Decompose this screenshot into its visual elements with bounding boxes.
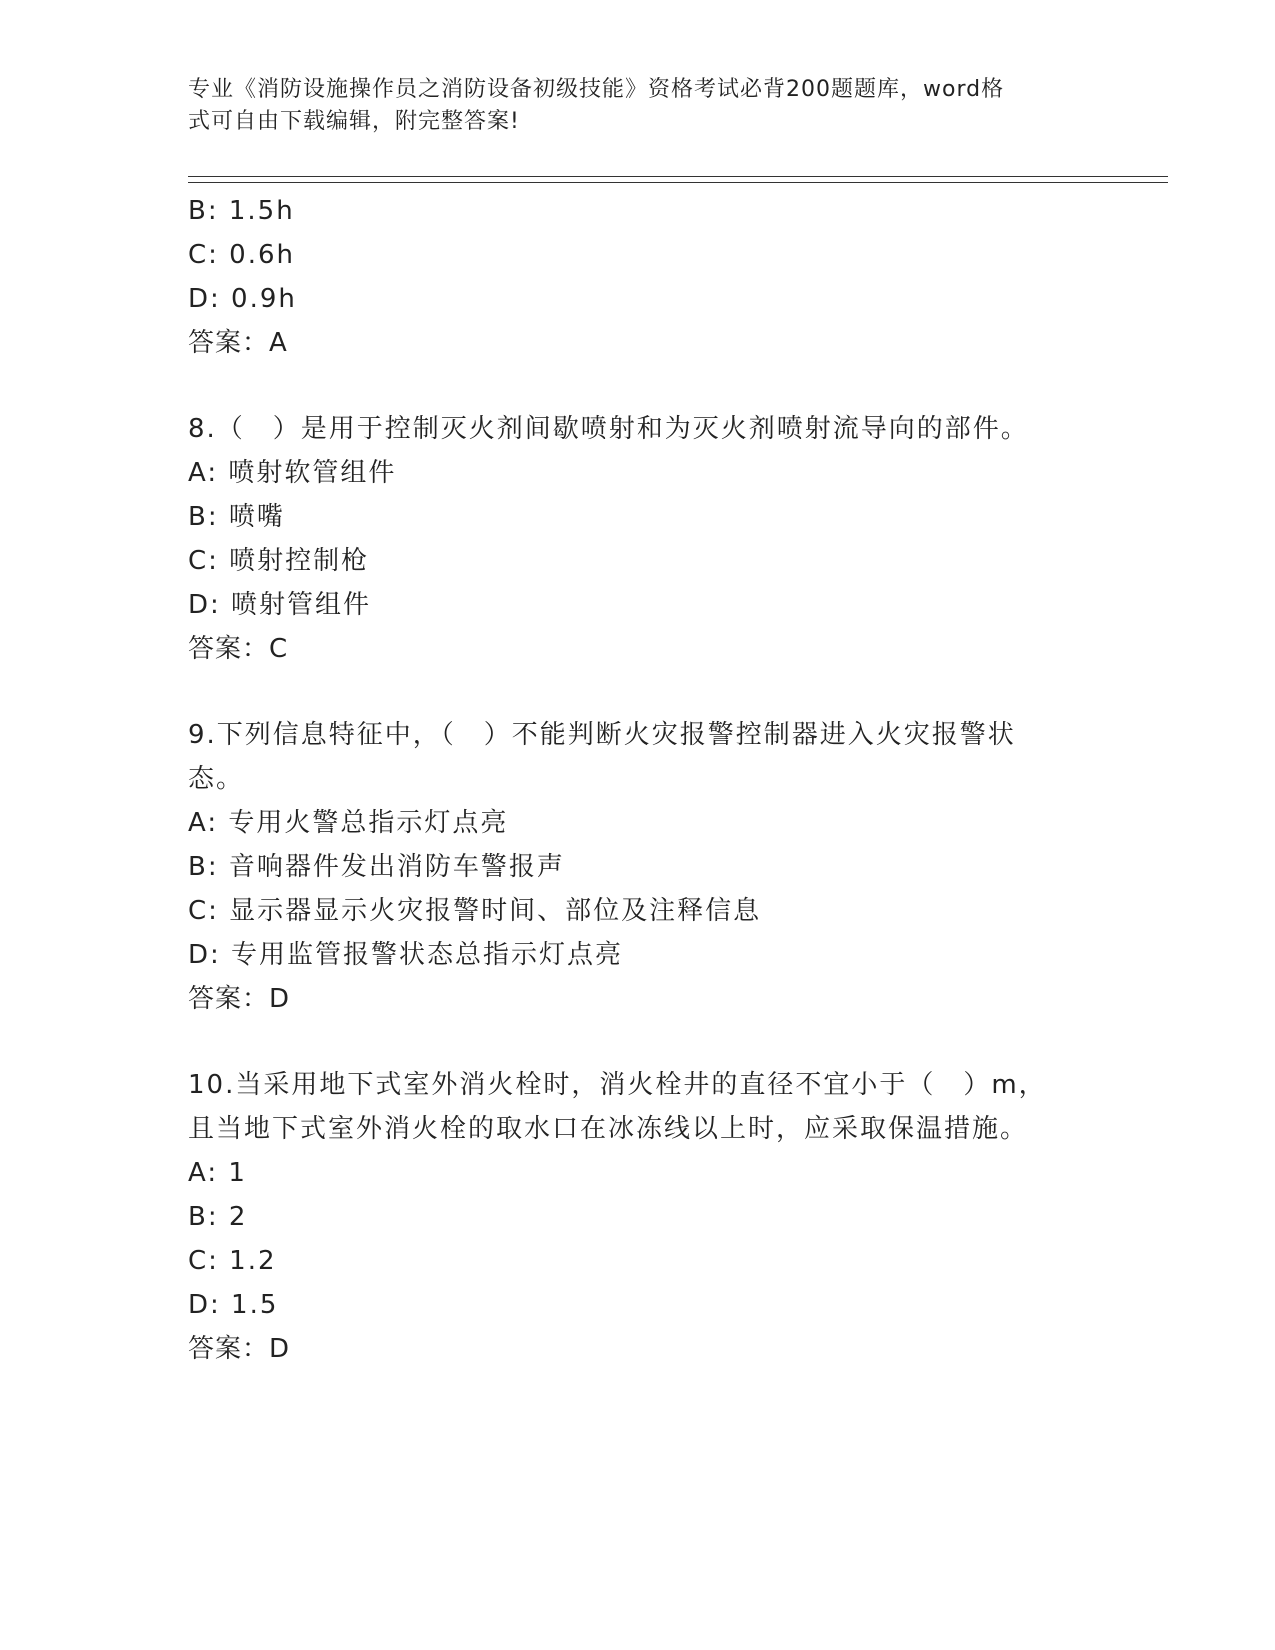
option-b: B: 喷嘴 <box>188 502 285 532</box>
answer-line: 答案：D <box>188 984 291 1014</box>
answer-line: 答案：D <box>188 1334 291 1364</box>
option-c: C: 1.2 <box>188 1246 277 1276</box>
option-d: D: 1.5 <box>188 1290 279 1320</box>
header-line-1: 专业《消防设施操作员之消防设备初级技能》资格考试必背200题题库，word格 <box>188 77 1005 102</box>
answer-line: 答案：C <box>188 634 289 664</box>
option-a: A: 1 <box>188 1158 247 1188</box>
option-d: D: 0.9h <box>188 284 297 314</box>
option-c: C: 喷射控制枪 <box>188 546 370 576</box>
option-b: B: 1.5h <box>188 196 295 226</box>
header-divider-bottom <box>188 182 1168 183</box>
option-d: D: 喷射管组件 <box>188 590 372 620</box>
option-c: C: 显示器显示火灾报警时间、部位及注释信息 <box>188 896 762 926</box>
option-b: B: 音响器件发出消防车警报声 <box>188 852 565 882</box>
option-a: A: 喷射软管组件 <box>188 458 397 488</box>
option-b: B: 2 <box>188 1202 248 1232</box>
question-stem-continued: 且当地下式室外消火栓的取水口在冰冻线以上时，应采取保温措施。 <box>188 1114 1029 1144</box>
question-stem: 9.下列信息特征中，（ ）不能判断火灾报警控制器进入火灾报警状 <box>188 720 1016 750</box>
answer-line: 答案：A <box>188 328 288 358</box>
question-stem-continued: 态。 <box>188 764 245 794</box>
option-a: A: 专用火警总指示灯点亮 <box>188 808 509 838</box>
option-c: C: 0.6h <box>188 240 296 270</box>
document-header <box>188 74 1068 138</box>
question-stem: 8.（ ）是用于控制灭火剂间歇喷射和为灭火剂喷射流导向的部件。 <box>188 414 1029 444</box>
header-line-2: 式可自由下载编辑，附完整答案! <box>188 109 520 134</box>
question-stem: 10.当采用地下式室外消火栓时，消火栓井的直径不宜小于（ ）m， <box>188 1070 1047 1100</box>
header-divider-top <box>188 176 1168 177</box>
option-d: D: 专用监管报警状态总指示灯点亮 <box>188 940 624 970</box>
